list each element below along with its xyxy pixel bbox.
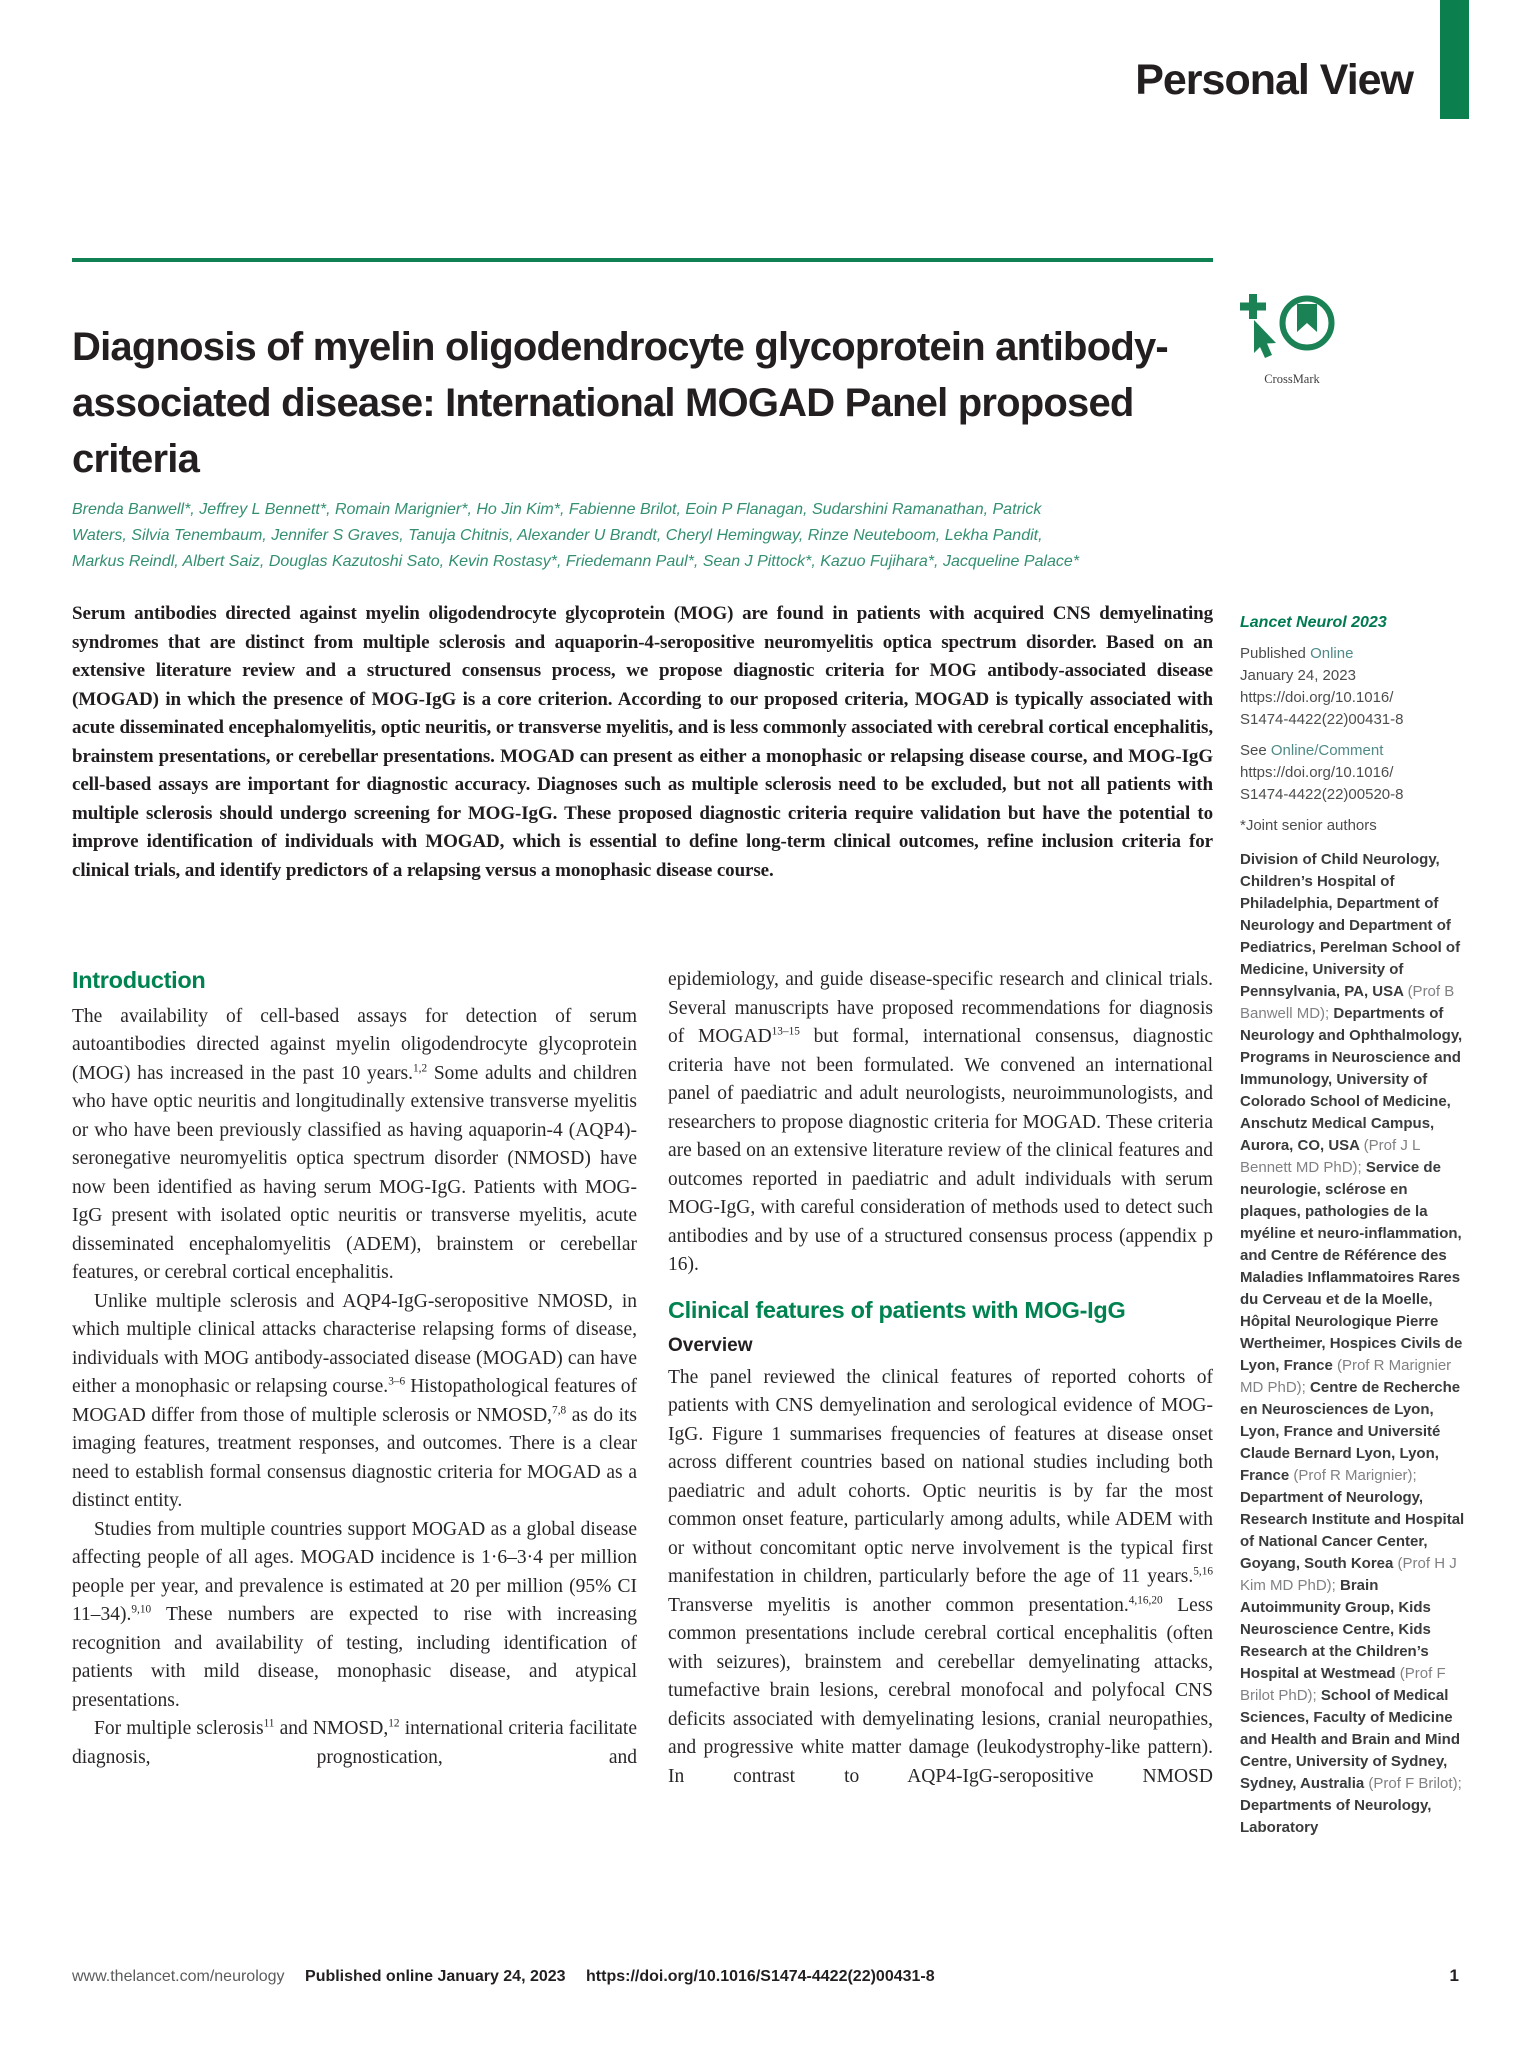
comment-doi-link[interactable]: https://doi.org/10.1016/ [1240, 764, 1394, 781]
doi-link[interactable]: S1474-4422(22)00431-8 [1240, 711, 1404, 728]
see-online-comment-line[interactable]: See Online/Comment [1240, 742, 1384, 759]
crossmark-icon [1240, 353, 1344, 370]
crossmark-badge[interactable] [1237, 294, 1347, 387]
footer-published-online: Published online January 24, 2023 [305, 1968, 566, 1985]
journal-citation: Lancet Neurol 2023 [1240, 614, 1387, 631]
paragraph: Unlike multiple sclerosis and AQP4-IgG-seropositive NMOSD, in which multiple clinical attacks characterise relapsing forms of disease, individuals with MOG antibody-associated disease (MOGAD) can have either a monophasic or relapsing course.$^{3-6}$ Histopathological features of MOGAD differ from those of multiple sclerosis or NMOSD,$^{7,8}$ as do its imaging features, treatment responses, and outcomes. There is a clear need to establish formal consensus diagnostic criteria for MOGAD as a distinct entity. [72, 1290, 637, 1511]
affiliations-block: Division of Child Neurology, Children’s Hospital of Philadelphia, Department of Neurology and Department of Pediatrics, Perelman School of Medicine, University of Pennsylvania, PA, USA (Prof B Banwell MD); Departments of Neurology and Ophthalmology, Programs in Neuroscience and Immunology, University of Colorado School of Medicine, Anschutz Medical Campus, Aurora, CO, USA (Prof J L Bennett MD PhD); Service de neurologie, sclérose en plaques, pathologies de la myéline et neuro-inflammation, and Centre de Référence des Maladies Inflammatoires Rares du Cerveau et de la Moelle, Hôpital Neurologique Pierre Wertheimer, Hospices Civils de Lyon, France (Prof R Marignier MD PhD); Centre de Recherche en Neurosciences de Lyon, Lyon, France and Université Claude Bernard Lyon, Lyon, France (Prof R Marignier); Department of Neurology, Research Institute and Hospital of National Cancer Center, Goyang, South Korea (Prof H J Kim MD PhD); Brain Autoimmunity Group, Kids Neuroscience Centre, Kids Research at the Children’s Hospital at Westmead (Prof F Brilot PhD); School of Medical Sciences, Faculty of Medicine and Health and Brain and Mind Centre, University of Sydney, Sydney, Australia (Prof F Brilot); Departments of Neurology, Laboratory [1240, 851, 1465, 1836]
published-online-block [1240, 643, 1466, 731]
comment-doi-link[interactable]: S1474-4422(22)00520-8 [1240, 786, 1404, 803]
margin-sidebar [1240, 612, 1466, 1957]
page-footer [72, 1968, 951, 1986]
paragraph: For multiple sclerosis$^{11}$ and NMOSD,$^{12}$ international criteria facilitate diagnosis, prognostication, and [72, 1717, 637, 1768]
overview-subheading: Overview [668, 1335, 753, 1356]
page-number: 1 [1449, 1966, 1459, 1985]
published-online-line[interactable]: Published Online [1240, 645, 1354, 662]
abstract-paragraph: Serum antibodies directed against myelin oligodendrocyte glycoprotein (MOG) are found in patients with acquired CNS demyelinating syndromes that are distinct from multiple sclerosis and aquaporin-4-seropositive neuromyelitis optica spectrum disorder. Based on an extensive literature review and a structured consensus process, we propose diagnostic criteria for MOG antibody-associated disease (MOGAD) in which the presence of MOG-IgG is a core criterion. According to our proposed criteria, MOGAD is typically associated with acute disseminated encephalomyelitis, optic neuritis, or transverse myelitis, and is less commonly associated with cerebral cortical encephalitis, brainstem presentations, or cerebellar presentations. MOGAD can present as either a monophasic or relapsing disease course, and MOG-IgG cell-based assays are important for diagnostic accuracy. Diagnoses such as multiple sclerosis need to be excluded, but not all patients with multiple sclerosis should undergo screening for MOG-IgG. These proposed diagnostic criteria require validation but have the potential to improve identification of individuals with MOGAD, which is essential to define long-term clinical outcomes, refine inclusion criteria for clinical trials, and identify predictors of a relapsing versus a monophasic disease course. [72, 603, 1213, 881]
author-list: Brenda Banwell*, Jeffrey L Bennett*, Romain Marignier*, Ho Jin Kim*, Fabienne Brilot, Eoin P Flanagan, Sudarshini Ramanathan, Patrick Waters, Silvia Tenembaum, Jennifer S Graves, Tanuja Chitnis, Alexander U Brandt, Cheryl Hemingway, Rinze Neuteboom, Lekha Pandit, Markus Reindl, Albert Saiz, Douglas Kazutoshi Sato, Kevin Rostasy*, Friedemann Paul*, Sean J Pittock*, Kazuo Fujihara*, Jacqueline Palace* [72, 501, 1080, 570]
published-date: January 24, 2023 [1240, 667, 1356, 684]
see-online-comment-block [1240, 740, 1466, 806]
column-right [668, 966, 1213, 1961]
section-kicker: Personal View [1135, 56, 1413, 104]
doi-link[interactable]: https://doi.org/10.1016/ [1240, 689, 1394, 706]
title-rule [72, 258, 1213, 262]
kicker-accent-bar [1440, 0, 1469, 119]
paragraph: epidemiology, and guide disease-specific research and clinical trials. Several manuscripts have proposed recommendations for diagnosis of MOGAD$^{13-15}$ but formal, international consensus, diagnostic criteria have not been formulated. We convened an international panel of paediatric and adult neurologists, neuroimmunologists, and researchers to propose diagnostic criteria for MOGAD. These criteria are based on an extensive literature review of the clinical features and outcomes reported in paediatric and adult individuals with serum MOG-IgG, with careful consideration of methods used to detect such antibodies and by use of a structured consensus process (appendix p 16). [668, 969, 1213, 1275]
paragraph: The panel reviewed the clinical features of reported cohorts of patients with CNS demyelination and serological evidence of MOG-IgG. Figure 1 summarises frequencies of features at disease onset across different countries based on national studies including both paediatric and adult cohorts. Optic neuritis is by far the most common onset feature, particularly among adults, while ADEM with or without concomitant optic nerve involvement is the typical first manifestation in children, particularly before the age of 11 years.$^{5,16}$ Transverse myelitis is another common presentation.$^{4,16,20}$ Less common presentations include cerebral cortical encephalitis (often with seizures), brainstem and cerebellar demyelinating attacks, tumefactive brain lesions, cerebral monofocal and polyfocal CNS deficits associated with demyelinating lesions, cranial neuropathies, and progressive white matter damage (leukodystrophy-like pattern). In contrast to AQP4-IgG-seropositive NMOSD [668, 1366, 1213, 1787]
paragraph: The availability of cell-based assays for detection of serum autoantibodies directed against myelin oligodendrocyte glycoprotein (MOG) has increased in the past 10 years.$^{1,2}$ Some adults and children who have optic neuritis and longitudinally extensive transverse myelitis or who have been previously classified as having aquaporin-4 (AQP4)-seronegative neuromyelitis optica spectrum disorder (NMOSD) have now been identified as having serum MOG-IgG. Patients with MOG-IgG present with isolated optic neuritis or transverse myelitis, acute disseminated encephalomyelitis (ADEM), brainstem or cerebellar features, or cerebral cortical encephalitis. [72, 1005, 637, 1283]
footer-doi-link[interactable]: https://doi.org/10.1016/S1474-4422(22)00431-8 [586, 1968, 935, 1985]
page-title: Diagnosis of myelin oligodendrocyte glycoprotein antibody-associated disease: International MOGAD Panel proposed criteria [72, 324, 1168, 481]
column-left [72, 966, 637, 1961]
footer-journal-url[interactable]: www.thelancet.com/neurology [72, 1968, 285, 1985]
intro-heading: Introduction [72, 967, 206, 993]
clinical-heading: Clinical features of patients with MOG-IgG [668, 1296, 1126, 1323]
joint-senior-authors-note: *Joint senior authors [1240, 817, 1377, 834]
paragraph: Studies from multiple countries support MOGAD as a global disease affecting people of all ages. MOGAD incidence is 1·6–3·4 per million people per year, and prevalence is estimated at 20 per million (95% CI 11–34).$^{9,10}$ These numbers are expected to rise with increasing recognition and availability of testing, including identification of patients with mild disease, monophasic disease, and atypical presentations. [72, 1518, 637, 1711]
crossmark-label: CrossMark [1264, 372, 1320, 386]
